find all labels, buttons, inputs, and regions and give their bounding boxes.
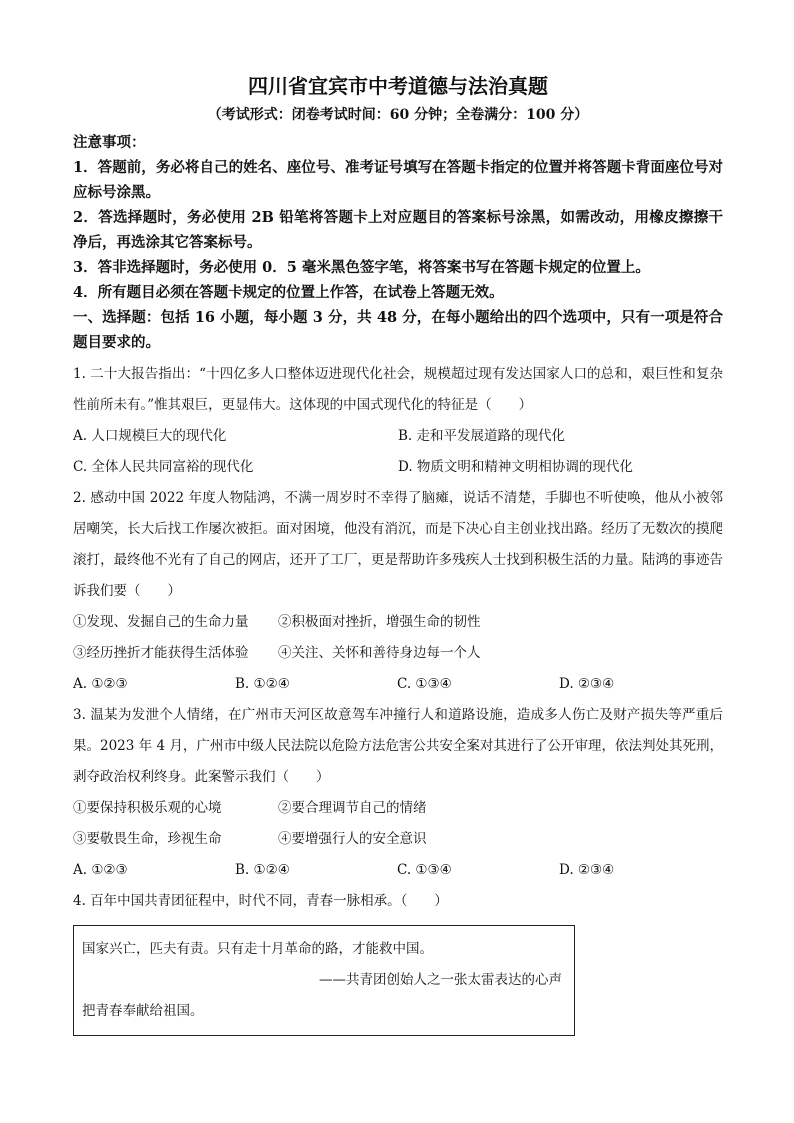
q3-statement-4: ④要增强行人的安全意识 (278, 831, 427, 847)
question-1 (73, 359, 723, 483)
exam-page (73, 72, 723, 1036)
section1-heading: 一、选择题：包括 16 小题，每小题 3 分，共 48 分，在每小题给出的四个选项中，只有一项是符合题目要求的。 (73, 309, 723, 351)
q3-statement-3: ③要敬畏生命，珍视生命 (73, 831, 222, 847)
q2-stem: 2. 感动中国 2022 年度人物陆鸿，不满一周岁时不幸得了脑瘫，说话不清楚，手脚也不听使唤，他从小被邻居嘲笑，长大后找工作屡次被拒。面对困境，他没有消沉，而是下决心自主创业找出路。经历了无数次的摸爬滚打，最终他不光有了自己的网店，还开了工厂，更是帮助许多残疾人士找到积极生活的力量。陆鸿的事迹告诉我们要（ ） (73, 490, 723, 599)
q3-stem: 3. 温某为发泄个人情绪，在广州市天河区故意驾车冲撞行人和道路设施，造成多人伤亡及财产损失等严重后果。2023 年 4 月，广州市中级人民法院以危险方法危害公共安全案对其进行了公开审理，依法判处其死刑，剥夺政治权利终身。此案警示我们（ ） (73, 707, 723, 785)
q1-option-a[interactable]: A. 人口规模巨大的现代化 (73, 428, 227, 444)
q4-quote-line-2: 把青春奉献给祖国。 (82, 1003, 204, 1019)
q1-stem: 1. 二十大报告指出：“十四亿多人口整体迈进现代化社会，规模超过现有发达国家人口的总和，艰巨性和复杂性前所未有。”惟其艰巨，更显伟大。这体现的中国式现代化的特征是（ ） (73, 366, 723, 413)
q2-option-a[interactable]: A. ①②③ (73, 676, 128, 692)
q2-statement-3: ③经历挫折才能获得生活体验 (73, 645, 249, 661)
note-item-3: 3．答非选择题时，务必使用 0．5 毫米黑色签字笔，将答案书写在答题卡规定的位置上。 (73, 259, 650, 276)
exam-title: 四川省宜宾市中考道德与法治真题 (248, 74, 548, 98)
q4-quote-attribution: ——共青团创始人之一张太雷表达的心声 (319, 972, 562, 988)
q3-statement-2: ②要合理调节自己的情绪 (278, 800, 427, 816)
q4-quote-box (73, 925, 575, 1036)
q3-statements-row-1 (73, 793, 723, 824)
notes-heading: 注意事项： (73, 134, 146, 151)
q1-option-d[interactable]: D. 物质文明和精神文明相协调的现代化 (398, 459, 633, 475)
q2-statement-2: ②积极面对挫折，增强生命的韧性 (278, 614, 481, 630)
q3-statement-1: ①要保持积极乐观的心境 (73, 800, 222, 816)
q2-statements-row-2 (73, 638, 723, 669)
q4-stem: 4. 百年中国共青团征程中，时代不同，青春一脉相承。（ ） (73, 893, 448, 909)
q4-quote-line-1: 国家兴亡，匹夫有责。只有走十月革命的路，才能救中国。 (82, 941, 433, 957)
q2-option-d[interactable]: D. ②③④ (559, 676, 615, 692)
q3-options-row (73, 855, 723, 886)
q3-option-d[interactable]: D. ②③④ (559, 862, 615, 878)
q2-option-c[interactable]: C. ①③④ (397, 676, 452, 692)
note-item-2: 2．答选择题时，务必使用 2B 铅笔将答题卡上对应题目的答案标号涂黑，如需改动，用橡皮擦擦干净后，再选涂其它答案标号。 (73, 209, 723, 251)
q3-statements-row-2 (73, 824, 723, 855)
q3-option-c[interactable]: C. ①③④ (397, 862, 452, 878)
q3-option-a[interactable]: A. ①②③ (73, 862, 128, 878)
q2-options-row (73, 669, 723, 700)
q2-statement-1: ①发现、发掘自己的生命力量 (73, 614, 249, 630)
q2-statements-row-1 (73, 607, 723, 638)
question-4 (73, 886, 723, 1036)
question-3 (73, 700, 723, 886)
q1-option-b[interactable]: B. 走和平发展道路的现代化 (398, 428, 566, 444)
q1-options-row-2 (73, 452, 723, 483)
q3-option-b[interactable]: B. ①②④ (235, 862, 290, 878)
note-item-4: 4．所有题目必须在答题卡规定的位置上作答，在试卷上答题无效。 (73, 284, 504, 301)
q1-option-c[interactable]: C. 全体人民共同富裕的现代化 (73, 459, 254, 475)
q2-option-b[interactable]: B. ①②④ (235, 676, 290, 692)
exam-subtitle: （考试形式：闭卷考试时间：60 分钟；全卷满分：100 分） (207, 107, 589, 123)
note-item-1: 1．答题前，务必将自己的姓名、座位号、准考证号填写在答题卡指定的位置并将答题卡背面座位号对应标号涂黑。 (73, 159, 723, 201)
q2-statement-4: ④关注、关怀和善待身边每一个人 (278, 645, 481, 661)
q1-options-row-1 (73, 421, 723, 452)
notes-section (73, 130, 723, 355)
question-2 (73, 483, 723, 700)
